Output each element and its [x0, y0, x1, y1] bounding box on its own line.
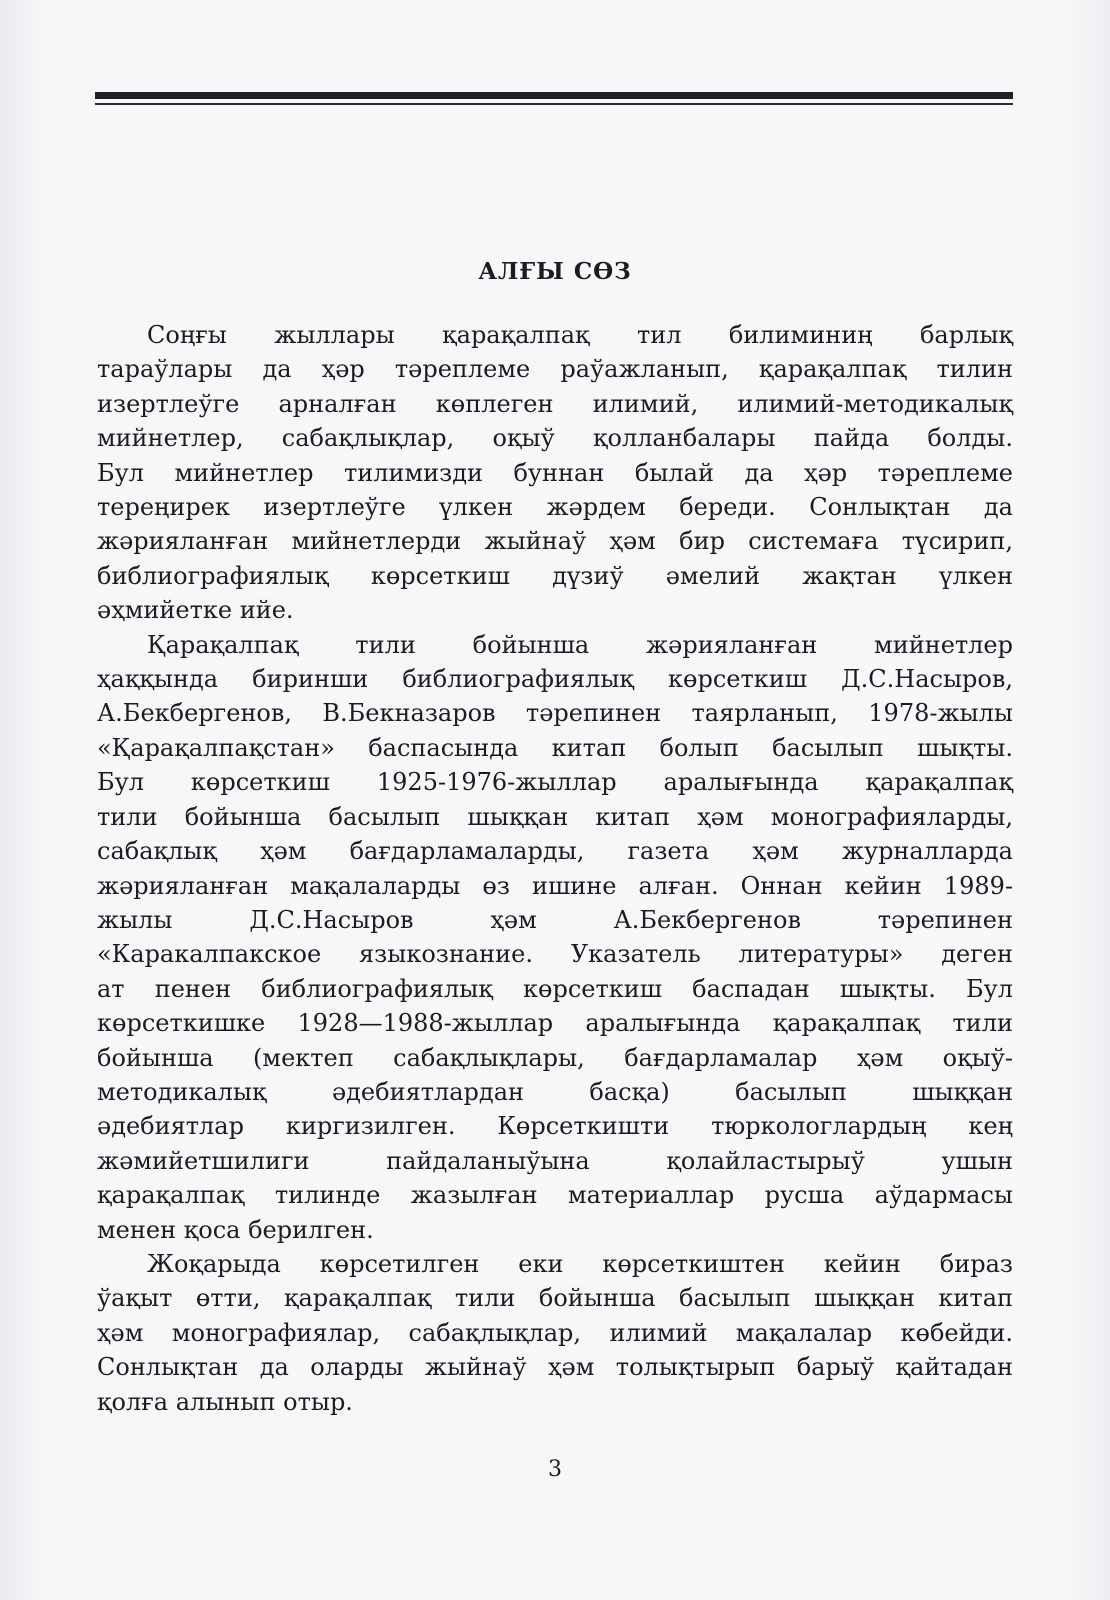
text-line: «Қарақалпақстан» баспасында китап болып басылып шықты.: [97, 733, 1013, 762]
text-line: ҳәм монографиялар, сабақлықлар, илимий мақалалар көбейди.: [97, 1318, 1013, 1347]
text-line: Жоқарыда көрсетилген еки көрсеткиштен кейин бираз: [147, 1249, 1013, 1278]
paragraph: [97, 318, 1013, 628]
text-line: көрсеткишке 1928—1988-жыллар аралығында қарақалпақ тили: [97, 1009, 1013, 1038]
text-line: Соңғы жыллары қарақалпақ тил билиминиң барлық: [147, 321, 1013, 349]
text-line: жәрияланған мийнетлерди жыйнаў ҳәм бир системаға түсирип,: [97, 527, 1013, 556]
paragraph: [97, 628, 1013, 1247]
text-line: тереңирек изертлеўге үлкен жәрдем береди. Сонлықтан да: [97, 493, 1013, 522]
header-rule-thin: [95, 103, 1013, 105]
paragraph: [97, 1247, 1013, 1419]
text-line: «Каракалпакское языкознание. Указатель литературы» деген: [97, 940, 1013, 969]
text-line: сабақлық ҳәм бағдарламаларды, газета ҳәм журналларда: [97, 837, 1013, 866]
text-line: қарақалпақ тилинде жазылған материаллар русша аўдармасы: [97, 1181, 1013, 1210]
text-line: Қарақалпақ тили бойынша жәрияланған мийнетлер: [147, 630, 1013, 659]
text-line: тили бойынша басылып шыққан китап ҳәм монографияларды,: [97, 802, 1013, 831]
text-line: жылы Д.С.Насыров ҳәм А.Бекбергенов тәрепинен: [97, 905, 1013, 934]
text-line: менен қоса берилген.: [97, 1215, 374, 1244]
text-line: Бул көрсеткиш 1925-1976-жыллар аралығында қарақалпақ: [97, 768, 1013, 797]
text-line: әҳмийетке ийе.: [97, 596, 294, 625]
text-line: Бул мийнетлер тилимизди буннан былай да ҳәр тәреплеме: [97, 458, 1013, 487]
text-line: А.Бекбергенов, В.Бекназаров тәрепинен таярланып, 1978-жылы: [97, 699, 1013, 728]
text-line: бойынша (мектеп сабақлықлары, бағдарламалар ҳәм оқыў-: [97, 1043, 1013, 1072]
text-line: мийнетлер, сабақлықлар, оқыў қолланбалары пайда болды.: [97, 424, 1013, 453]
text-line: Сонлықтан да оларды жыйнаў ҳәм толықтырып барыў қайтадан: [97, 1353, 1013, 1382]
text-line: методикалық әдебиятлардан басқа) басылып шыққан: [97, 1077, 1013, 1106]
text-line: әдебиятлар киргизилген. Көрсеткишти тюркологлардың кең: [97, 1112, 1013, 1141]
text-line: ҳаққында биринши библиографиялық көрсеткиш Д.С.Насыров,: [97, 665, 1013, 694]
text-line: қолға алынып отыр.: [97, 1387, 353, 1416]
text-line: ат пенен библиографиялық көрсеткиш баспадан шықты. Бул: [97, 974, 1013, 1003]
text-line: ўақыт өтти, қарақалпақ тили бойынша басылып шыққан китап: [97, 1284, 1013, 1313]
text-line: тараўлары да ҳәр тәреплеме раўажланып, қарақалпақ тилин: [97, 355, 1013, 384]
text-line: жәмийетшилиги пайдаланыўына қолайластырыў ушын: [97, 1146, 1013, 1175]
text-line: изертлеўге арналған көплеген илимий, илимий-методикалық: [97, 389, 1013, 418]
body-text: [97, 318, 1013, 1419]
page-number: 3: [548, 1457, 562, 1482]
text-line: жәрияланған мақалаларды өз ишине алған. Оннан кейин 1989-: [97, 871, 1013, 900]
text-line: библиографиялық көрсеткиш дүзиў әмелий жақтан үлкен: [97, 561, 1013, 590]
page-title: АЛҒЫ СӨЗ: [478, 258, 632, 285]
header-rule-thick: [95, 92, 1013, 99]
